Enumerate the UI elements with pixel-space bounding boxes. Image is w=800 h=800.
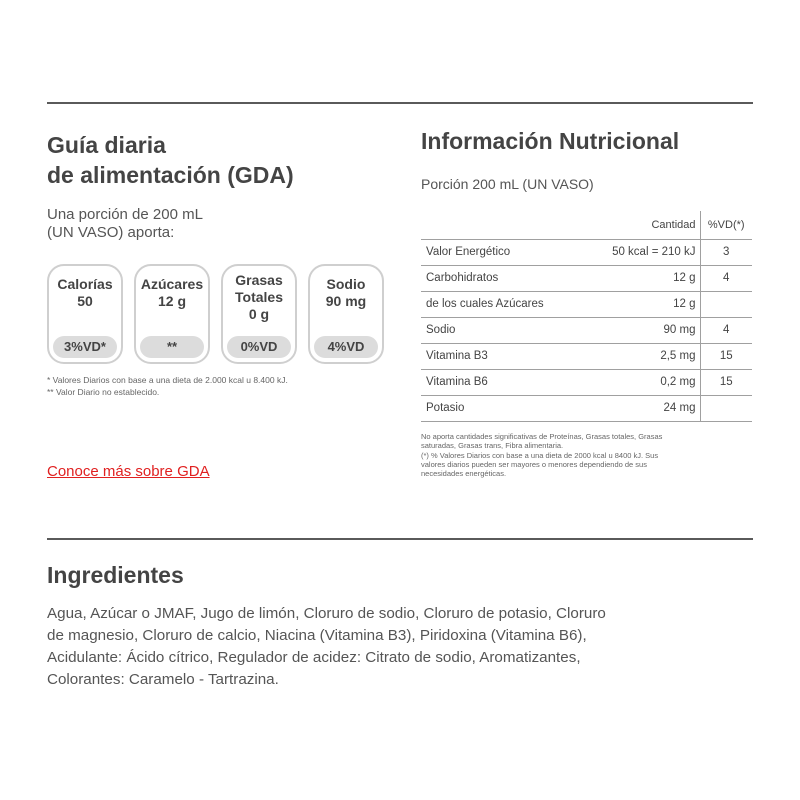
nutrient-vd: [700, 395, 752, 421]
nutrition-footnote: (*) % Valores Diarios con base a una dieta de 2000 kcal u 8400 kJ. Sus: [421, 450, 659, 460]
header-amount: Cantidad: [597, 211, 700, 239]
header-nutrient: [421, 211, 597, 239]
gda-portion-text: [47, 206, 347, 242]
badge-vd-pill: **: [140, 336, 204, 358]
section-divider: [47, 538, 753, 540]
ingredients-line: Agua, Azúcar o JMAF, Jugo de limón, Cloruro de sodio, Cloruro de potasio, Cloruro: [47, 605, 606, 622]
nutrient-amount: 24 mg: [597, 395, 700, 421]
gda-footnote: * Valores Diarios con base a una dieta de 2.000 kcal u 8.400 kJ.: [47, 375, 288, 385]
table-row: [421, 343, 752, 369]
gda-badge-sodium: [308, 264, 384, 364]
table-row: [421, 291, 752, 317]
ingredients-line: Colorantes: Caramelo - Tartrazina.: [47, 671, 279, 688]
badge-vd-pill: 0%VD: [227, 336, 291, 358]
badge-label: [310, 276, 382, 310]
nutrition-footnote: valores diarios pueden ser mayores o menores dependiendo de sus: [421, 459, 647, 469]
gda-more-link[interactable]: Conoce más sobre GDA: [47, 463, 210, 480]
gda-badge-calories: [47, 264, 123, 364]
gda-badge-total-fat: [221, 264, 297, 364]
gda-footnotes: [47, 374, 387, 398]
badge-label: [49, 276, 121, 310]
badge-label-line: 0 g: [248, 306, 270, 322]
nutrient-name: Potasio: [421, 395, 597, 421]
ingredients-text: [47, 603, 767, 691]
gda-title-line: de alimentación (GDA): [47, 162, 294, 188]
nutrition-title: Información Nutricional: [421, 128, 680, 154]
badge-label-line: 12 g: [157, 293, 186, 309]
nutrition-footnote: necesidades energéticas.: [421, 469, 507, 479]
nutrient-amount: 50 kcal = 210 kJ: [597, 239, 700, 265]
nutrition-footnote: saturadas, Grasas trans, Fibra alimentaria.: [421, 441, 564, 451]
nutrition-table: [421, 211, 752, 422]
gda-portion-line: Una porción de 200 mL: [47, 206, 203, 223]
table-row: [421, 317, 752, 343]
badge-label-line: Grasas: [235, 272, 283, 288]
nutrient-name: Valor Energético: [421, 239, 597, 265]
badge-vd-pill: 3%VD*: [53, 336, 117, 358]
nutrient-vd: 15: [700, 343, 752, 369]
nutrient-amount: 2,5 mg: [597, 343, 700, 369]
ingredients-line: de magnesio, Cloruro de calcio, Niacina (Vitamina B3), Piridoxina (Vitamina B6),: [47, 627, 587, 644]
nutrient-vd: 4: [700, 317, 752, 343]
gda-footnote: ** Valor Diario no establecido.: [47, 387, 160, 397]
ingredients-line: Acidulante: Ácido cítrico, Regulador de acidez: Citrato de sodio, Aromatizantes,: [47, 649, 581, 666]
header-vd: %VD(*): [700, 211, 752, 239]
nutrient-name: Carbohidratos: [421, 265, 597, 291]
nutrition-footnote: No aporta cantidades significativas de Proteínas, Grasas totales, Grasas: [421, 432, 663, 441]
gda-badges: [47, 264, 387, 368]
badge-label-line: Sodio: [326, 276, 366, 292]
nutrient-name: Vitamina B3: [421, 343, 597, 369]
table-row: [421, 395, 752, 421]
nutrient-vd: 3: [700, 239, 752, 265]
nutrient-amount: 12 g: [597, 291, 700, 317]
badge-label-line: 50: [77, 293, 93, 309]
badge-vd-pill: 4%VD: [314, 336, 378, 358]
top-divider: [47, 102, 753, 104]
gda-title-line: Guía diaria: [47, 132, 166, 158]
nutrient-amount: 12 g: [597, 265, 700, 291]
ingredients-title: Ingredientes: [47, 562, 184, 588]
nutrient-vd: [700, 291, 752, 317]
badge-label-line: 90 mg: [325, 293, 367, 309]
nutrient-name: Sodio: [421, 317, 597, 343]
nutrient-vd: 15: [700, 369, 752, 395]
nutrient-name: de los cuales Azúcares: [421, 291, 597, 317]
nutrition-footnotes: [421, 432, 751, 478]
badge-label: [136, 276, 208, 310]
gda-title: [47, 130, 387, 190]
badge-label-line: Calorías: [57, 276, 113, 292]
nutrient-amount: 90 mg: [597, 317, 700, 343]
table-row: [421, 369, 752, 395]
nutrient-vd: 4: [700, 265, 752, 291]
table-header-row: [421, 211, 752, 239]
gda-portion-line: (UN VASO) aporta:: [47, 224, 175, 241]
badge-label-line: Azúcares: [140, 276, 204, 292]
badge-label-line: Totales: [235, 289, 283, 305]
badge-label: [223, 272, 295, 323]
nutrition-portion: Porción 200 mL (UN VASO): [421, 176, 594, 192]
nutrient-name: Vitamina B6: [421, 369, 597, 395]
table-row: [421, 265, 752, 291]
gda-badge-sugars: [134, 264, 210, 364]
table-row: [421, 239, 752, 265]
nutrient-amount: 0,2 mg: [597, 369, 700, 395]
